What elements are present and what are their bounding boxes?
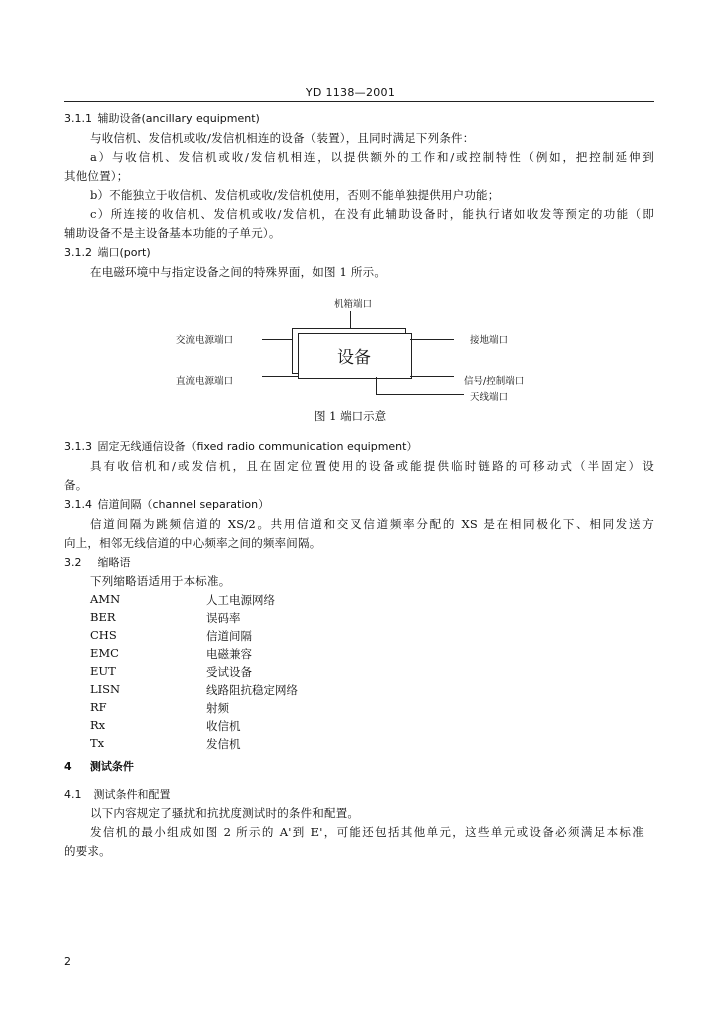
- paragraph-cont: 备。: [64, 478, 88, 492]
- section-number: 3.1.4: [64, 498, 92, 511]
- section-3-1-2-heading: [64, 244, 151, 260]
- abbreviation: RF: [90, 700, 107, 714]
- dc-power-port-line: [262, 376, 298, 377]
- abbreviation-meaning: 信道间隔: [206, 629, 252, 643]
- figure-caption: 图 1 端口示意: [314, 409, 387, 423]
- signal-control-port-line: [410, 376, 454, 377]
- section-3-1-4-heading: [64, 496, 269, 512]
- abbreviation: Rx: [90, 718, 106, 732]
- section-title: 测试条件: [89, 760, 134, 773]
- abbreviation: BER: [90, 610, 116, 624]
- running-header: YD 1138—2001: [305, 86, 396, 99]
- section-4-heading: [64, 758, 134, 774]
- section-4-1-heading: [64, 786, 171, 802]
- list-item-c-cont: 辅助设备不是主设备基本功能的子单元）。: [64, 226, 281, 240]
- section-title: 辅助设备(ancillary equipment): [97, 112, 260, 125]
- abbreviation: EUT: [90, 664, 116, 678]
- section-number: 3.1.1: [64, 112, 92, 125]
- device-label: 设备: [337, 348, 371, 368]
- section-title: 端口(port): [97, 246, 151, 259]
- abbreviation-meaning: 收信机: [206, 719, 241, 733]
- antenna-port-vertical-line: [376, 377, 377, 394]
- section-number: 3.1.2: [64, 246, 92, 259]
- paragraph: 在电磁环境中与指定设备之间的特殊界面，如图 1 所示。: [90, 265, 387, 279]
- abbreviation-meaning: 线路阻抗稳定网络: [206, 683, 298, 697]
- section-number: 4: [64, 760, 72, 773]
- abbreviation: AMN: [90, 592, 121, 606]
- ground-port-label: 接地端口: [470, 335, 509, 346]
- section-title: 缩略语: [97, 556, 131, 569]
- header-rule: [64, 101, 654, 102]
- section-3-2-heading: [64, 554, 131, 570]
- section-title: 固定无线通信设备（fixed radio communication equipment）: [97, 440, 418, 453]
- paragraph-cont: 的要求。: [64, 844, 111, 858]
- paragraph: 以下内容规定了骚扰和抗扰度测试时的条件和配置。: [90, 806, 360, 820]
- section-title: 测试条件和配置: [93, 788, 171, 801]
- abbreviation: CHS: [90, 628, 117, 642]
- abbreviation-meaning: 受试设备: [206, 665, 252, 679]
- abbreviation-meaning: 射频: [206, 701, 229, 715]
- ground-port-line: [410, 339, 454, 340]
- chassis-port-line: [350, 311, 351, 329]
- paragraph: 具有收信机和/或发信机，且在固定位置使用的设备或能提供临时链路的可移动式（半固定）设: [90, 459, 654, 473]
- paragraph-cont: 向上，相邻无线信道的中心频率之间的频率间隔。: [64, 536, 322, 550]
- abbreviation-meaning: 误码率: [206, 611, 241, 625]
- abbreviation: LISN: [90, 682, 121, 696]
- section-3-1-3-heading: [64, 438, 417, 454]
- paragraph: 发信机的最小组成如图 2 所示的 A'到 E'，可能还包括其他单元，这些单元或设备必须满足本标准: [90, 825, 644, 839]
- list-item-b: b）不能独立于收信机、发信机或收/发信机使用，否则不能单独提供用户功能；: [90, 188, 500, 202]
- section-number: 4.1: [64, 788, 82, 801]
- section-number: 3.1.3: [64, 440, 92, 453]
- antenna-port-label: 天线端口: [470, 392, 509, 403]
- paragraph: 与收信机、发信机或收/发信机相连的设备（装置），且同时满足下列条件：: [90, 131, 475, 145]
- list-item-a: a）与收信机、发信机或收/发信机相连，以提供额外的工作和/或控制特性（例如，把控制延伸到: [90, 150, 654, 164]
- abbreviation-meaning: 人工电源网络: [206, 593, 275, 607]
- abbreviation-meaning: 电磁兼容: [206, 647, 252, 661]
- page-number: 2: [64, 955, 71, 968]
- section-3-1-1-heading: [64, 110, 260, 126]
- paragraph: 信道间隔为跳频信道的 XS/2。共用信道和交叉信道频率分配的 XS 是在相同极化下、相同发送方: [90, 517, 654, 531]
- abbreviation: Tx: [90, 736, 105, 750]
- abbreviation-meaning: 发信机: [206, 737, 241, 751]
- paragraph: 下列缩略语适用于本标准。: [90, 574, 231, 588]
- ac-power-port-line: [262, 339, 292, 340]
- ac-power-port-label: 交流电源端口: [176, 335, 234, 346]
- section-title: 信道间隔（channel separation）: [97, 498, 270, 511]
- dc-power-port-label: 直流电源端口: [176, 376, 234, 387]
- list-item-a-cont: 其他位置）；: [64, 169, 129, 183]
- chassis-port-label: 机箱端口: [334, 299, 373, 310]
- list-item-c: c）所连接的收信机、发信机或收/发信机，在没有此辅助设备时，能执行诸如收发等预定的功能（即: [90, 207, 654, 221]
- antenna-port-horizontal-line: [376, 394, 464, 395]
- signal-control-port-label: 信号/控制端口: [464, 376, 525, 387]
- section-number: 3.2: [64, 556, 82, 569]
- abbreviation: EMC: [90, 646, 119, 660]
